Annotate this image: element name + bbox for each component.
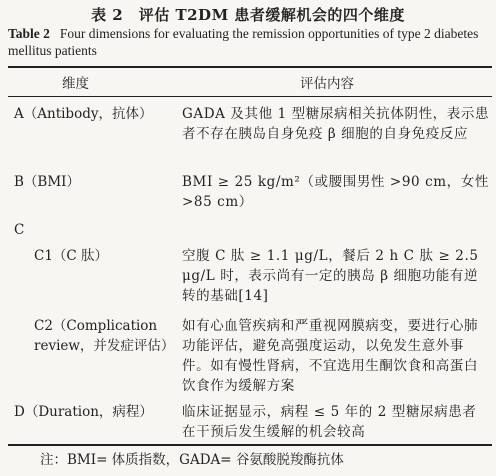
table-row-c1-content: 空腹 C 肽 ≥ 1.1 μg/L，餐后 2 h C 肽 ≥ 2.5 μg/L 时，表示尚有一定的胰岛 β 细胞功能有逆转的基础[14] xyxy=(182,248,479,304)
table-row-b-dimension: B（BMI） xyxy=(14,174,80,190)
table-row-c2-content: 如有心血管疾病和严重视网膜病变，要进行心肺功能评估，避免高强度运动，以免发生意外事件。如有慢性肾病，不宜选用生酮饮食和高蛋白饮食作为缓解方案 xyxy=(182,318,479,394)
table-title-en xyxy=(8,25,492,59)
table-row-c2-dimension: C2（Complication review，并发症评估） xyxy=(34,318,175,354)
table-caption: Four dimensions for evaluating the remission opportunities of type 2 diabetes mellitus patients xyxy=(8,26,479,58)
header-rule xyxy=(8,96,492,97)
header-dimension: 维度 xyxy=(62,76,89,92)
header-content: 评估内容 xyxy=(300,76,354,92)
bottom-rule xyxy=(8,444,492,446)
table-row-a-content: GADA 及其他 1 型糖尿病相关抗体阴性，表示患者不存在胰岛自身免疫 β 细胞的自身免疫反应 xyxy=(182,106,490,142)
table-row-d-content: 临床证据显示，病程 ≤ 5 年的 2 型糖尿病患者在干预后发生缓解的机会较高 xyxy=(182,404,477,440)
table-row-c-dimension: C xyxy=(14,222,25,238)
table-row-d-dimension: D（Duration，病程） xyxy=(14,404,153,420)
table-row-a-dimension: A（Antibody，抗体） xyxy=(14,106,153,122)
table-row-c1-dimension: C1（C 肽） xyxy=(34,248,109,264)
table-title-cn: 表 2 评估 T2DM 患者缓解机会的四个维度 xyxy=(91,6,405,24)
table-row-b-content: BMI ≥ 25 kg/m²（或腰围男性 >90 cm，女性 >85 cm） xyxy=(182,174,489,210)
top-rule xyxy=(8,66,492,68)
table-label: Table 2 xyxy=(8,26,50,41)
table-footnote: 注：BMI= 体质指数，GADA= 谷氨酸脱羧酶抗体 xyxy=(40,452,344,468)
